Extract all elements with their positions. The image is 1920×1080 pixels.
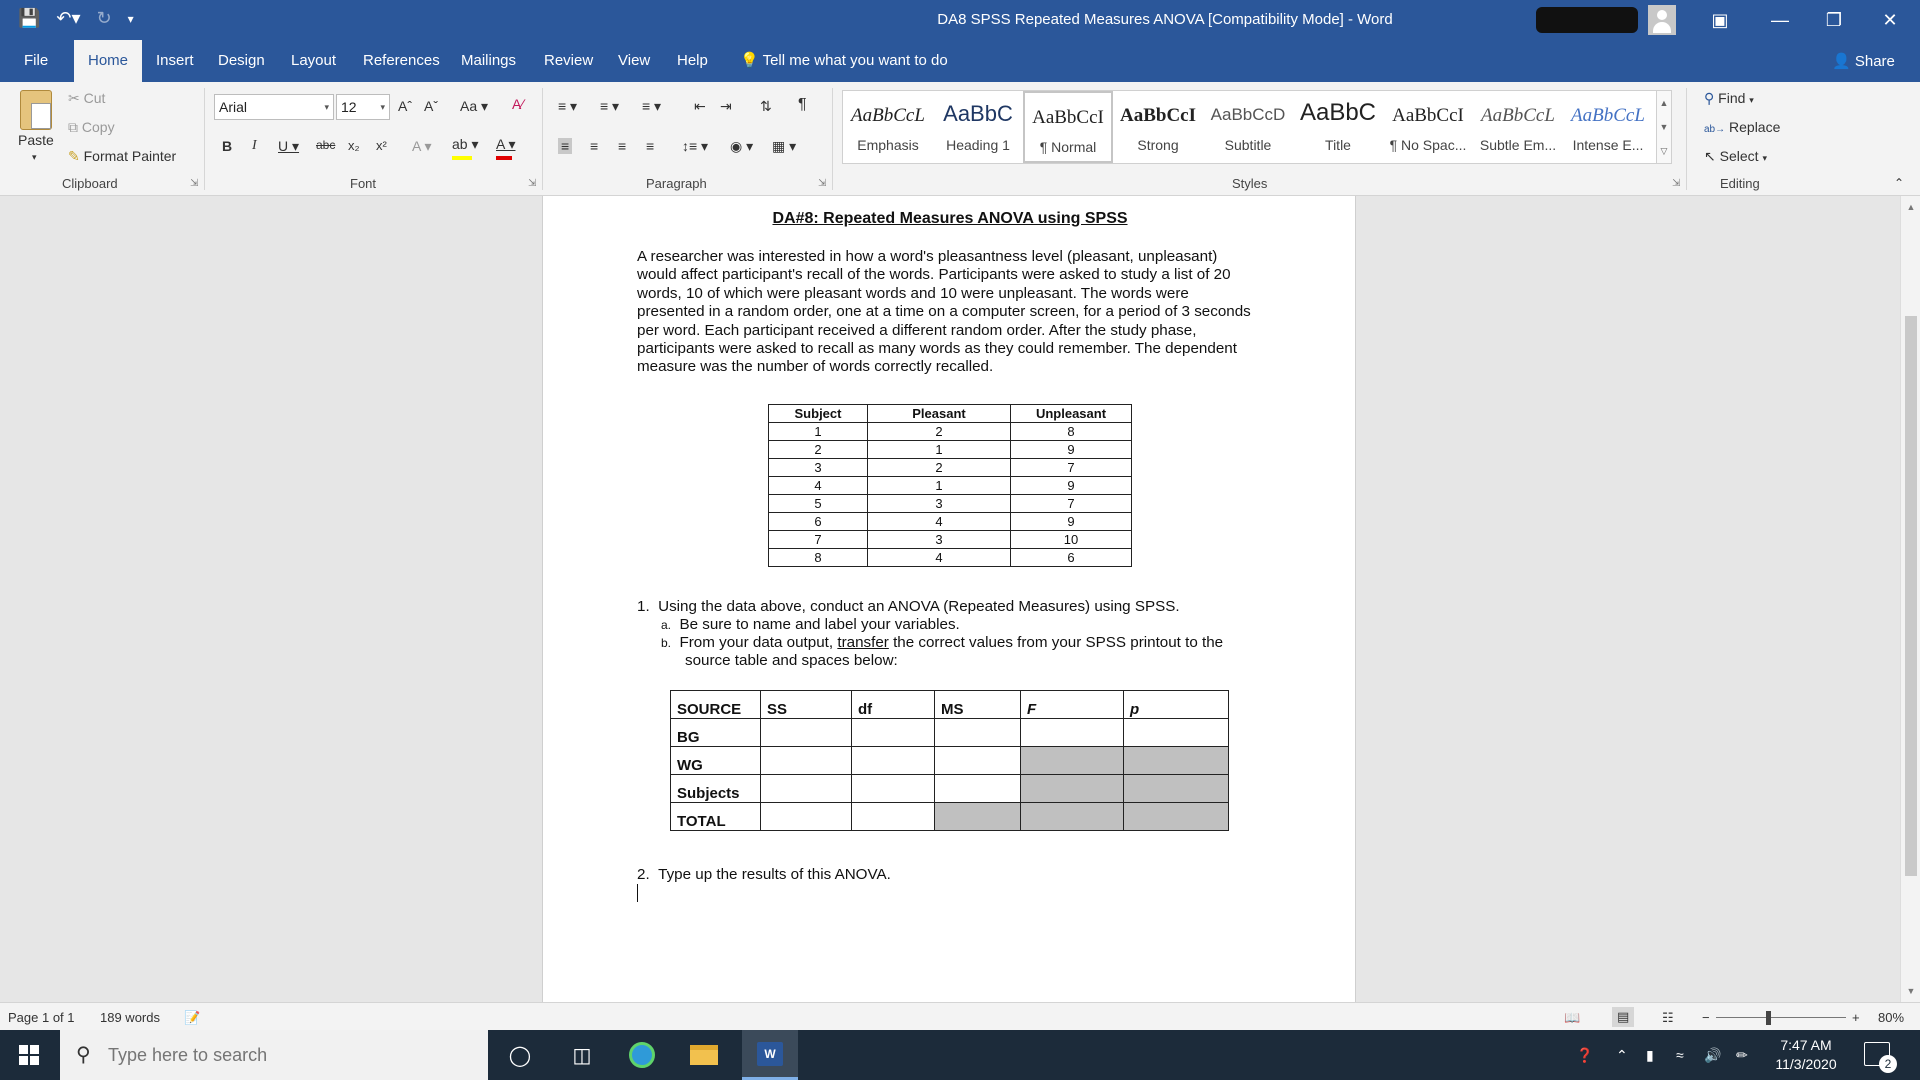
style-subtitle[interactable]: AaBbCcD Subtitle — [1210, 105, 1286, 153]
scrollbar-thumb[interactable] — [1905, 316, 1917, 876]
table-row — [671, 719, 1229, 747]
column-header: MS — [935, 691, 1021, 719]
shaded-cell — [1021, 775, 1124, 803]
text-cursor — [637, 884, 638, 902]
clock-time: 7:47 AM — [1780, 1037, 1832, 1053]
scroll-up-icon[interactable]: ▲ — [1906, 202, 1916, 212]
row-label: BG — [671, 719, 761, 747]
table-cell[interactable] — [761, 803, 852, 831]
bullets-icon[interactable]: ≡ ▾ — [558, 98, 578, 114]
redo-icon[interactable]: ↻ — [96, 8, 112, 28]
search-icon: ⚲ — [76, 1044, 91, 1066]
document-page[interactable] — [542, 196, 1356, 1002]
ribbon-display-options-icon[interactable]: ▣ — [1711, 9, 1729, 30]
font-launcher-icon[interactable]: ⇲ — [528, 178, 537, 189]
table-row — [769, 495, 1132, 513]
tab-view[interactable]: View — [618, 52, 651, 69]
styles-gallery — [842, 90, 1672, 164]
notification-center-icon[interactable] — [1864, 1042, 1892, 1071]
style-emphasis[interactable]: AaBbCcL Emphasis — [851, 105, 925, 153]
column-header: Unpleasant — [1011, 405, 1132, 423]
tab-home[interactable]: Home — [74, 40, 142, 82]
table-cell[interactable] — [935, 775, 1021, 803]
table-cell[interactable] — [761, 775, 852, 803]
question-1b: b. From your data output, transfer the correct values from your SPSS printout to the — [661, 634, 1224, 651]
table-cell: 7 — [1011, 459, 1132, 477]
question-1a: a. Be sure to name and label your variables. — [661, 616, 960, 633]
style-no-spacing[interactable]: AaBbCcI ¶ No Spac... — [1389, 105, 1467, 153]
find-button[interactable]: ⚲ Find ▾ — [1704, 90, 1754, 106]
tab-help[interactable]: Help — [677, 52, 708, 69]
table-row — [769, 459, 1132, 477]
line-spacing-icon[interactable]: ↕≡ ▾ — [682, 138, 709, 154]
shaded-cell — [935, 803, 1021, 831]
document-area — [0, 196, 1920, 1002]
font-color-icon[interactable]: A ▾ — [496, 136, 516, 152]
tab-insert[interactable]: Insert — [156, 52, 194, 69]
table-row — [769, 513, 1132, 531]
paste-dropdown-icon[interactable]: ▾ — [32, 152, 37, 162]
table-cell[interactable] — [1021, 719, 1124, 747]
shaded-cell — [1124, 803, 1229, 831]
help-icon[interactable]: ❓ — [1576, 1047, 1594, 1063]
minimize-icon[interactable]: — — [1771, 9, 1789, 30]
column-header: Pleasant — [868, 405, 1011, 423]
column-header: SOURCE — [671, 691, 761, 719]
table-cell[interactable] — [852, 803, 935, 831]
proofing-icon[interactable]: 📝 — [184, 1010, 201, 1025]
lightbulb-icon: 💡 — [740, 52, 759, 69]
taskbar — [0, 1030, 1920, 1080]
strikethrough-icon[interactable]: abc — [316, 138, 336, 152]
zoom-slider[interactable] — [1716, 1017, 1846, 1018]
copy-button[interactable]: ⧉ Copy — [68, 119, 115, 135]
tab-design[interactable]: Design — [218, 52, 265, 69]
highlight-color-swatch — [452, 156, 472, 160]
font-color-swatch — [496, 156, 512, 160]
shaded-cell — [1124, 775, 1229, 803]
taskbar-search[interactable] — [60, 1030, 488, 1080]
font-size-combo[interactable]: 12 ▾ — [336, 94, 390, 120]
styles-more-icon[interactable]: ▽ — [1660, 146, 1668, 156]
customize-qat-icon[interactable]: ▾ — [127, 11, 134, 26]
align-center-icon[interactable]: ≡ — [590, 138, 599, 154]
show-formatting-icon[interactable]: ¶ — [798, 96, 807, 113]
column-header: df — [852, 691, 935, 719]
table-cell[interactable] — [852, 775, 935, 803]
paste-icon[interactable] — [20, 90, 52, 130]
font-name-combo[interactable]: Arial ▾ — [214, 94, 334, 120]
zoom-slider-thumb[interactable] — [1766, 1011, 1771, 1025]
ribbon-tabs — [0, 40, 1920, 82]
close-icon[interactable]: ✕ — [1882, 9, 1898, 30]
table-cell: 2 — [769, 441, 868, 459]
tab-review[interactable]: Review — [544, 52, 594, 69]
multilevel-list-icon[interactable]: ≡ ▾ — [642, 98, 662, 114]
replace-icon: ab→ — [1704, 124, 1726, 135]
table-cell: 2 — [868, 459, 1011, 477]
group-divider — [1686, 88, 1687, 190]
share-person-icon: 👤 — [1832, 53, 1851, 70]
editing-group-label: Editing — [1720, 176, 1760, 191]
copy-icon: ⧉ — [68, 119, 78, 135]
search-icon: ⚲ — [1704, 90, 1715, 106]
table-cell[interactable] — [935, 747, 1021, 775]
sort-icon[interactable]: ⇅ — [760, 98, 772, 114]
page-count[interactable]: Page 1 of 1 — [8, 1010, 75, 1025]
tab-layout[interactable]: Layout — [291, 52, 337, 69]
styles-scroll[interactable] — [1656, 90, 1672, 164]
scroll-down-icon[interactable]: ▼ — [1906, 986, 1916, 996]
ribbon-home — [0, 82, 1920, 196]
table-cell: 1 — [769, 423, 868, 441]
paragraph-group-label: Paragraph — [646, 176, 707, 191]
styles-group-label: Styles — [1232, 176, 1268, 191]
column-header: SS — [761, 691, 852, 719]
table-cell: 6 — [1011, 549, 1132, 567]
table-cell[interactable] — [1124, 719, 1229, 747]
style-heading-1[interactable]: AaBbC Heading 1 — [943, 101, 1013, 153]
table-cell: 2 — [868, 423, 1011, 441]
table-cell: 9 — [1011, 441, 1132, 459]
table-cell: 9 — [1011, 513, 1132, 531]
anova-source-table — [670, 690, 1229, 831]
bold-icon[interactable]: B — [222, 138, 233, 154]
start-button[interactable] — [0, 1030, 58, 1080]
clock-date: 11/3/2020 — [1775, 1056, 1837, 1072]
word-app-icon[interactable]: W — [742, 1030, 798, 1080]
row-label: TOTAL — [671, 803, 761, 831]
table-row — [769, 531, 1132, 549]
tab-references[interactable]: References — [363, 52, 440, 69]
windows-logo-icon — [19, 1045, 39, 1065]
decrease-indent-icon[interactable]: ⇤ — [694, 98, 706, 114]
row-label: WG — [671, 747, 761, 775]
question-1: 1. Using the data above, conduct an ANOVA (Repeated Measures) using SPSS. — [637, 598, 1180, 615]
restore-icon[interactable]: ❐ — [1825, 9, 1843, 30]
table-cell: 10 — [1011, 531, 1132, 549]
styles-down-icon[interactable]: ▼ — [1659, 122, 1669, 132]
shading-icon[interactable]: ◉ ▾ — [730, 138, 754, 154]
format-painter-button[interactable]: ✎ Format Painter — [68, 148, 177, 164]
cortana-icon[interactable]: ◯ — [508, 1044, 532, 1067]
table-cell[interactable] — [761, 719, 852, 747]
underline-icon[interactable]: U ▾ — [278, 138, 300, 154]
shaded-cell — [1021, 747, 1124, 775]
pen-icon[interactable]: ✏ — [1736, 1047, 1748, 1063]
table-cell: 7 — [1011, 495, 1132, 513]
title-bar — [0, 0, 1920, 40]
table-header-row — [671, 691, 1229, 719]
table-cell: 7 — [769, 531, 868, 549]
tab-file[interactable]: File — [24, 52, 49, 69]
column-header: p — [1124, 691, 1229, 719]
wifi-icon[interactable]: ≈ — [1676, 1047, 1684, 1063]
table-cell: 9 — [1011, 477, 1132, 495]
style-subtle-emphasis[interactable]: AaBbCcL Subtle Em... — [1479, 105, 1557, 153]
avatar[interactable] — [1648, 5, 1676, 35]
table-cell[interactable] — [935, 719, 1021, 747]
quick-access-toolbar — [18, 8, 134, 29]
volume-icon[interactable]: 🔊 — [1704, 1047, 1722, 1063]
task-view-icon[interactable]: ◫ — [572, 1044, 592, 1067]
table-row — [671, 747, 1229, 775]
table-cell: 8 — [1011, 423, 1132, 441]
table-cell[interactable] — [852, 747, 935, 775]
table-row — [769, 441, 1132, 459]
system-clock[interactable] — [1762, 1036, 1850, 1074]
style-title[interactable]: AaBbC Title — [1299, 99, 1377, 153]
table-cell: 3 — [769, 459, 868, 477]
table-cell: 4 — [868, 549, 1011, 567]
table-cell[interactable] — [852, 719, 935, 747]
group-divider — [832, 88, 833, 190]
table-cell: 4 — [769, 477, 868, 495]
table-row — [671, 775, 1229, 803]
clipboard-group-label: Clipboard — [62, 176, 118, 191]
question-2: 2. Type up the results of this ANOVA. — [637, 866, 891, 883]
document-intro-paragraph: A researcher was interested in how a word's pleasantness level (pleasant, unpleasant) would affect participant's recall of the words. Participants were asked to study a list of 20 words, 10 of which were pleasant words and 10 were unpleasant. The words were presented in a random order, one at a time on a computer screen, for a period of 3 seconds per word. Each participant received a different random order. After the study phase, participants were asked to recall as many words as they could remember. The dependent measure was the number of words correctly recalled. — [637, 248, 1251, 376]
column-header: F — [1021, 691, 1124, 719]
table-cell[interactable] — [761, 747, 852, 775]
group-divider — [204, 88, 205, 190]
zoom-in-icon[interactable]: + — [1852, 1010, 1860, 1025]
table-cell: 3 — [868, 531, 1011, 549]
cut-button[interactable]: ✂ Cut — [68, 90, 106, 106]
account-name-redacted[interactable] — [1536, 7, 1638, 33]
shaded-cell — [1021, 803, 1124, 831]
table-cell: 1 — [868, 477, 1011, 495]
zoom-level[interactable]: 80% — [1878, 1010, 1905, 1025]
change-case-button[interactable]: Aa ▾ — [460, 98, 489, 114]
superscript-icon[interactable]: x² — [376, 138, 387, 153]
vertical-scrollbar[interactable] — [1900, 196, 1920, 1002]
justify-icon[interactable]: ≡ — [646, 138, 655, 154]
zoom-out-icon[interactable]: − — [1702, 1010, 1710, 1025]
increase-indent-icon[interactable]: ⇥ — [720, 98, 732, 114]
highlight-color-icon[interactable]: ab ▾ — [452, 136, 479, 152]
table-cell: 4 — [868, 513, 1011, 531]
shaded-cell — [1124, 747, 1229, 775]
paragraph-launcher-icon[interactable]: ⇲ — [818, 178, 827, 189]
select-button[interactable]: ↖ Select ▾ — [1704, 148, 1767, 164]
align-right-icon[interactable]: ≡ — [618, 138, 627, 154]
taskbar-search-input[interactable] — [108, 1040, 468, 1070]
table-cell: 1 — [868, 441, 1011, 459]
shrink-font-icon[interactable]: Aˇ — [424, 98, 438, 114]
table-cell: 5 — [769, 495, 868, 513]
borders-icon[interactable]: ▦ ▾ — [772, 138, 797, 154]
data-table — [768, 404, 1132, 567]
numbering-icon[interactable]: ≡ ▾ — [600, 98, 620, 114]
print-layout-icon[interactable]: ▤ — [1612, 1007, 1634, 1027]
table-row — [769, 549, 1132, 567]
tell-me-search[interactable] — [740, 40, 948, 82]
table-row — [769, 423, 1132, 441]
column-header: Subject — [769, 405, 868, 423]
file-explorer-icon[interactable] — [676, 1030, 732, 1080]
web-layout-icon[interactable]: ☷ — [1662, 1010, 1674, 1025]
tell-me-text: Tell me what you want to do — [762, 52, 948, 69]
table-cell: 6 — [769, 513, 868, 531]
italic-icon[interactable]: I — [252, 138, 257, 153]
tab-mailings[interactable]: Mailings — [461, 52, 517, 69]
subscript-icon[interactable]: x₂ — [348, 138, 360, 153]
table-cell: 3 — [868, 495, 1011, 513]
grow-font-icon[interactable]: Aˆ — [398, 98, 412, 114]
style-strong[interactable]: AaBbCcI Strong — [1119, 105, 1196, 153]
scissors-icon: ✂ — [68, 90, 80, 106]
save-icon[interactable]: 💾 — [18, 8, 41, 28]
paste-button[interactable]: Paste — [18, 132, 54, 148]
question-1b-continued: source table and spaces below: — [685, 652, 898, 669]
clear-formatting-icon[interactable]: A∕ — [512, 96, 524, 112]
show-hidden-icons[interactable]: ⌃ — [1616, 1047, 1628, 1063]
group-divider — [542, 88, 543, 190]
notification-count: 2 — [1879, 1055, 1897, 1073]
document-heading: DA#8: Repeated Measures ANOVA using SPSS — [772, 210, 1128, 227]
styles-up-icon[interactable]: ▲ — [1659, 98, 1669, 108]
status-bar — [0, 1002, 1920, 1030]
read-mode-icon[interactable]: 📖 — [1564, 1010, 1581, 1025]
undo-icon[interactable]: ↶▾ — [56, 8, 81, 28]
collapse-ribbon-icon[interactable]: ⌃ — [1894, 176, 1905, 190]
cursor-icon: ↖ — [1704, 148, 1716, 164]
text-effects-icon[interactable]: A ▾ — [412, 138, 432, 154]
replace-button[interactable]: ab→ Replace — [1704, 119, 1781, 135]
table-cell: 8 — [769, 549, 868, 567]
style-normal[interactable]: AaBbCcI ¶ Normal — [1023, 91, 1113, 163]
window-title: DA8 SPSS Repeated Measures ANOVA [Compatibility Mode] - Word — [937, 11, 1393, 28]
style-intense-emphasis[interactable]: AaBbCcL Intense E... — [1571, 105, 1645, 153]
table-header-row — [769, 405, 1132, 423]
brush-icon: ✎ — [68, 148, 80, 164]
styles-launcher-icon[interactable]: ⇲ — [1672, 178, 1681, 189]
word-count[interactable]: 189 words — [100, 1010, 160, 1025]
table-row — [769, 477, 1132, 495]
edge-browser-icon[interactable] — [614, 1030, 670, 1080]
share-button[interactable] — [1832, 40, 1895, 82]
table-row — [671, 803, 1229, 831]
row-label: Subjects — [671, 775, 761, 803]
align-left-icon[interactable]: ≡ — [558, 138, 572, 154]
share-label: Share — [1854, 53, 1895, 70]
font-group-label: Font — [350, 176, 377, 191]
clipboard-launcher-icon[interactable]: ⇲ — [190, 178, 199, 189]
battery-icon[interactable]: ▮ — [1646, 1047, 1654, 1063]
